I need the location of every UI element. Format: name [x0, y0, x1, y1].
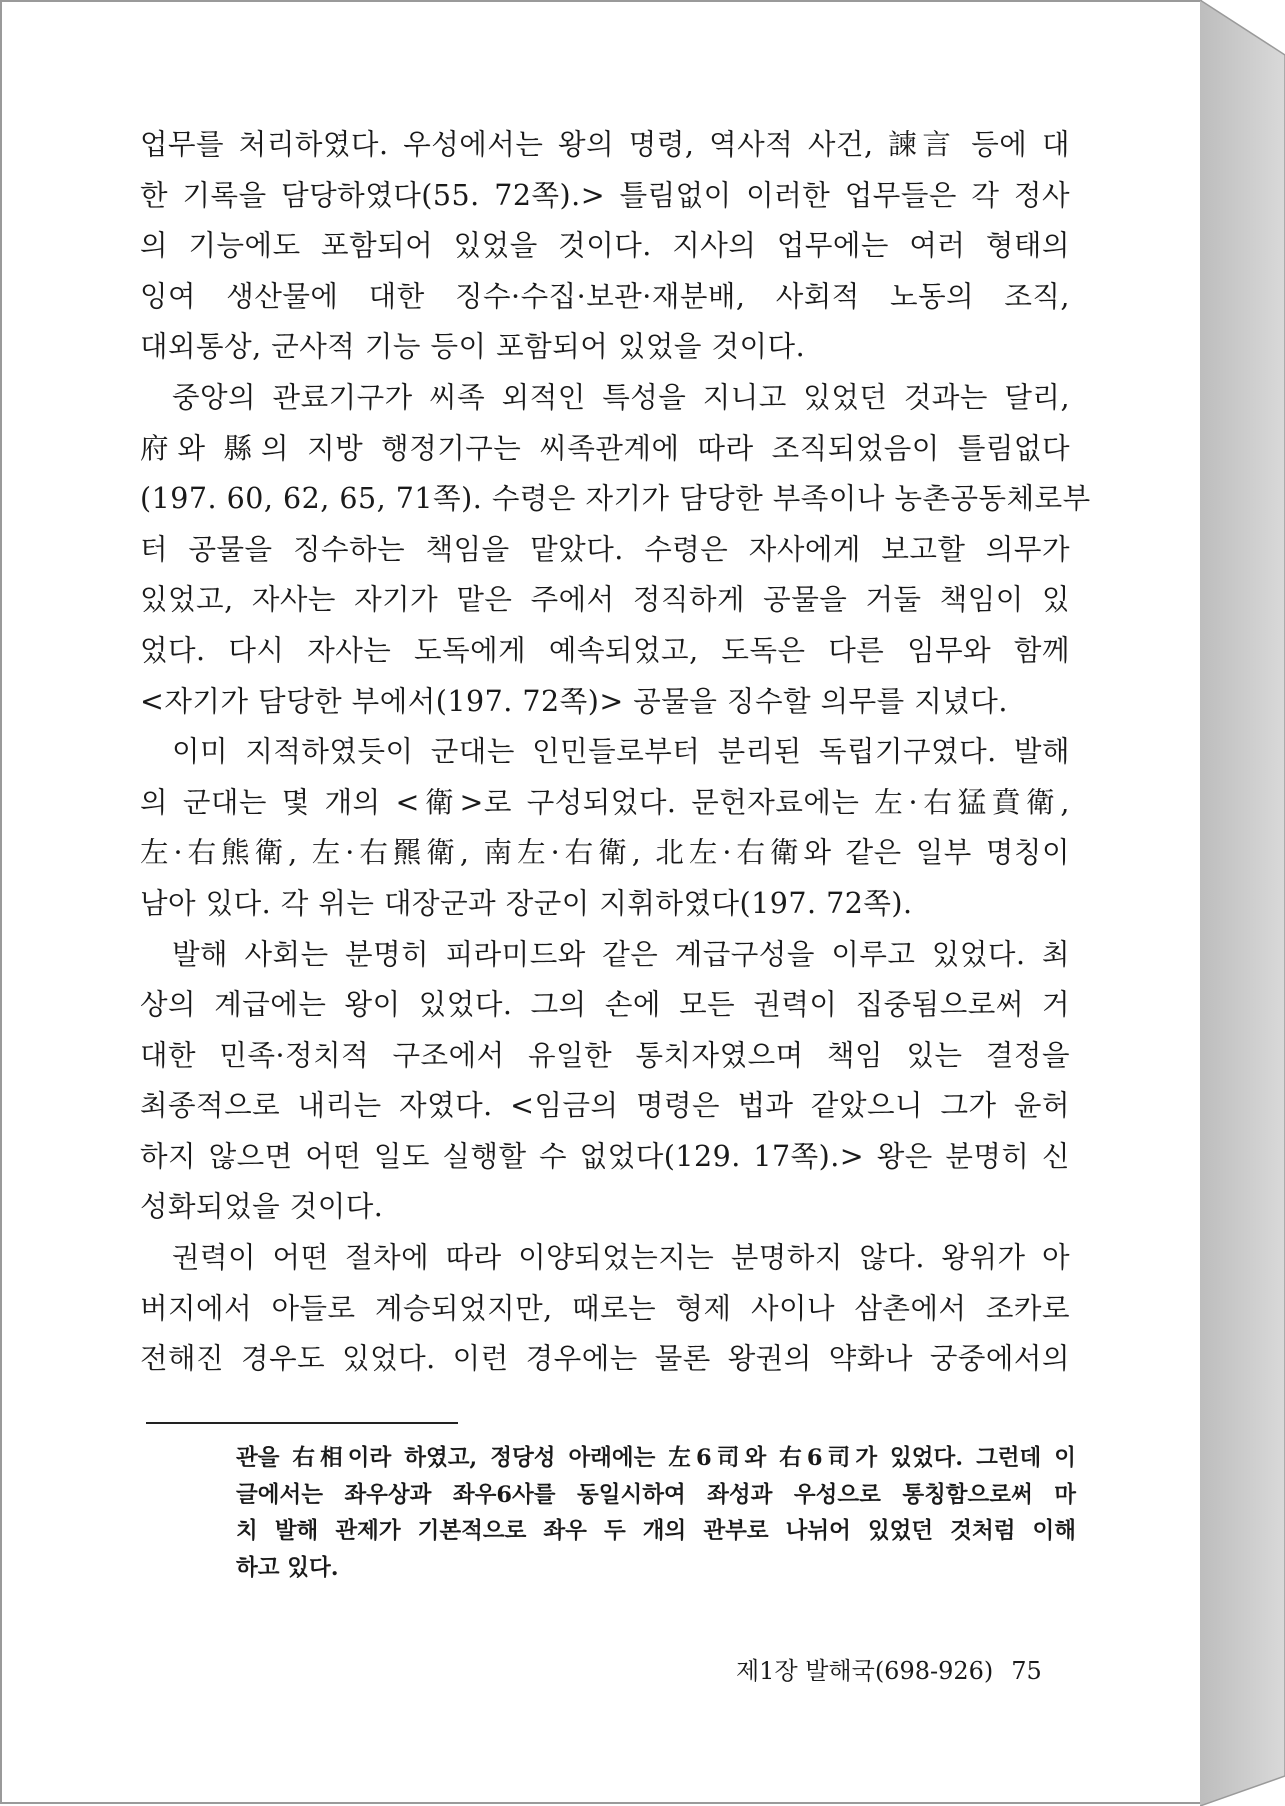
text-line: 었다. 다시 자사는 도독에게 예속되었고, 도독은 다른 임무와 함께: [140, 633, 1070, 667]
footnote-line: 하고 있다.: [236, 1554, 339, 1581]
text-line: 전해진 경우도 있었다. 이런 경우에는 물론 왕권의 약화나 궁중에서의: [140, 1342, 1070, 1376]
text-line: 최종적으로 내리는 자였다. <임금의 명령은 법과 같았으니 그가 윤허: [140, 1089, 1070, 1123]
chapter-title: 제1장 발해국(698-926): [736, 1657, 994, 1685]
main-text: [140, 120, 1091, 1385]
text-line: 의 군대는 몇 개의 <衛>로 구성되었다. 문헌자료에는 左·右猛賁衛,: [140, 785, 1070, 819]
text-line: 府와 縣의 지방 행정기구는 씨족관계에 따라 조직되었음이 틀림없다: [140, 431, 1070, 465]
text-line: 한 기록을 담당하였다(55. 72쪽).> 틀림없이 이러한 업무들은 각 정사: [140, 178, 1070, 212]
footnote-line: 글에서는 좌우상과 좌우6사를 동일시하여 좌성과 우성으로 통칭함으로써 마: [236, 1481, 1076, 1508]
text-line: 남아 있다. 각 위는 대장군과 장군이 지휘하였다(197. 72쪽).: [140, 886, 913, 920]
footnote-divider: [146, 1422, 458, 1424]
footnote: [236, 1440, 1076, 1586]
text-line: 잉여 생산물에 대한 징수·수집·보관·재분배, 사회적 노동의 조직,: [140, 279, 1070, 313]
text-line: 성화되었을 것이다.: [140, 1190, 384, 1224]
text-line: 발해 사회는 분명히 피라미드와 같은 계급구성을 이루고 있었다. 최: [172, 937, 1070, 971]
text-line: 左·右熊衛, 左·右羆衛, 南左·右衛, 北左·右衛와 같은 일부 명칭이: [140, 836, 1070, 870]
text-line: 권력이 어떤 절차에 따라 이양되었는지는 분명하지 않다. 왕위가 아: [172, 1241, 1070, 1275]
text-line: <자기가 담당한 부에서(197. 72쪽)> 공물을 징수할 의무를 지녔다.: [140, 684, 1008, 718]
text-line: 상의 계급에는 왕이 있었다. 그의 손에 모든 권력이 집중됨으로써 거: [140, 988, 1070, 1022]
page-edge-graphic: [1200, 0, 1285, 1806]
text-line: 중앙의 관료기구가 씨족 외적인 특성을 지니고 있었던 것과는 달리,: [172, 380, 1070, 414]
text-line: 의 기능에도 포함되어 있었을 것이다. 지사의 업무에는 여러 형태의: [140, 229, 1070, 263]
text-line: 버지에서 아들로 계승되었지만, 때로는 형제 사이나 삼촌에서 조카로: [140, 1291, 1070, 1325]
text-line: (197. 60, 62, 65, 71쪽). 수령은 자기가 담당한 부족이나 농촌공동체로부: [140, 482, 1091, 516]
page-number: 75: [1011, 1657, 1042, 1685]
text-line: 있었고, 자사는 자기가 맡은 주에서 정직하게 공물을 거둘 책임이 있: [140, 583, 1070, 617]
text-line: 업무를 처리하였다. 우성에서는 왕의 명령, 역사적 사건, 諫言 등에 대: [140, 128, 1070, 161]
footnote-line: 치 발해 관제가 기본적으로 좌우 두 개의 관부로 나뉘어 있었던 것처럼 이해: [236, 1518, 1076, 1544]
running-footer: [736, 1651, 1042, 1686]
footnote-line: 관을 右相이라 하였고, 정당성 아래에는 左6司와 右6司가 있었다. 그런데 이: [236, 1445, 1076, 1471]
text-line: 이미 지적하였듯이 군대는 인민들로부터 분리된 독립기구였다. 발해: [172, 735, 1070, 769]
text-line: 터 공물을 징수하는 책임을 맡았다. 수령은 자사에게 보고할 의무가: [140, 532, 1070, 566]
text-line: 대외통상, 군사적 기능 등이 포함되어 있었을 것이다.: [140, 330, 806, 364]
text-line: 하지 않으면 어떤 일도 실행할 수 없었다(129. 17쪽).> 왕은 분명히 신: [140, 1139, 1070, 1173]
page-stack-edge: [1200, 0, 1285, 1806]
text-line: 대한 민족·정치적 구조에서 유일한 통치자였으며 책임 있는 결정을: [140, 1038, 1070, 1072]
